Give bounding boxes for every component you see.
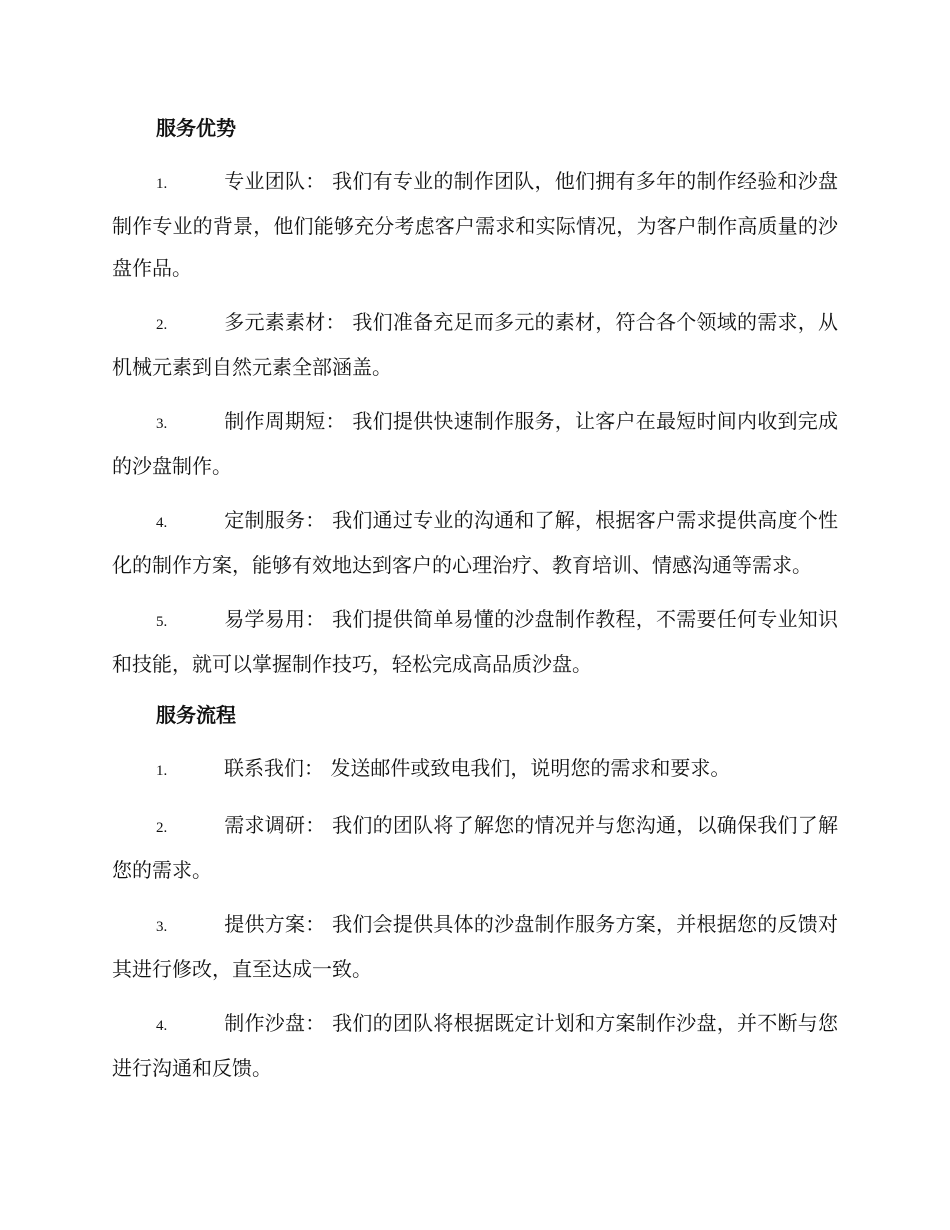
- item-number: 1.: [156, 763, 168, 779]
- item-text: 我们提供简单易懂的沙盘制作教程，不需要任何专业知识和技能，就可以掌握制作技巧，轻松完成高品质沙盘。: [112, 607, 839, 676]
- list-item: [112, 804, 838, 891]
- item-text: 我们提供快速制作服务，让客户在最短时间内收到完成的沙盘制作。: [112, 409, 839, 478]
- item-text: 我们有专业的制作团队，他们拥有多年的制作经验和沙盘制作专业的背景，他们能够充分考虑客户需求和实际情况，为客户制作高质量的沙盘作品。: [112, 169, 839, 280]
- item-title: 制作周期短：: [224, 409, 346, 433]
- item-title: 需求调研：: [224, 813, 326, 837]
- list-item: [112, 499, 838, 586]
- item-text: 我们的团队将根据既定计划和方案制作沙盘，并不断与您进行沟通和反馈。: [112, 1011, 839, 1080]
- item-number: 4.: [156, 515, 168, 531]
- item-title: 联系我们：: [224, 756, 324, 780]
- item-text: 我们准备充足而多元的素材，符合各个领域的需求，从机械元素到自然元素全部涵盖。: [112, 310, 839, 379]
- item-title: 多元素素材：: [224, 310, 346, 334]
- item-text: 发送邮件或致电我们，说明您的需求和要求。: [330, 756, 731, 780]
- list-item: [112, 747, 838, 792]
- list-item: [112, 301, 838, 388]
- item-title: 制作沙盘：: [224, 1011, 326, 1035]
- item-title: 专业团队：: [224, 169, 326, 193]
- item-number: 5.: [156, 614, 168, 630]
- item-title: 定制服务：: [224, 508, 326, 532]
- list-item: [112, 598, 838, 685]
- section-title-advantages: 服务优势: [156, 116, 236, 140]
- item-number: 3.: [156, 919, 168, 935]
- item-number: 2.: [156, 820, 168, 836]
- item-text: 我们的团队将了解您的情况并与您沟通，以确保我们了解您的需求。: [112, 813, 839, 882]
- item-number: 3.: [156, 416, 168, 432]
- item-text: 我们会提供具体的沙盘制作服务方案，并根据您的反馈对其进行修改，直至达成一致。: [112, 912, 839, 981]
- list-item: [112, 400, 838, 487]
- list-item: [112, 160, 838, 289]
- section-title-process: 服务流程: [156, 703, 236, 727]
- item-title: 易学易用：: [224, 607, 326, 631]
- list-item: [112, 1002, 838, 1089]
- item-title: 提供方案：: [224, 912, 326, 936]
- list-item: [112, 903, 838, 990]
- item-number: 4.: [156, 1018, 168, 1034]
- item-text: 我们通过专业的沟通和了解，根据客户需求提供高度个性化的制作方案，能够有效地达到客户的心理治疗、教育培训、情感沟通等需求。: [112, 508, 839, 577]
- item-number: 2.: [156, 317, 168, 333]
- item-number: 1.: [156, 176, 168, 192]
